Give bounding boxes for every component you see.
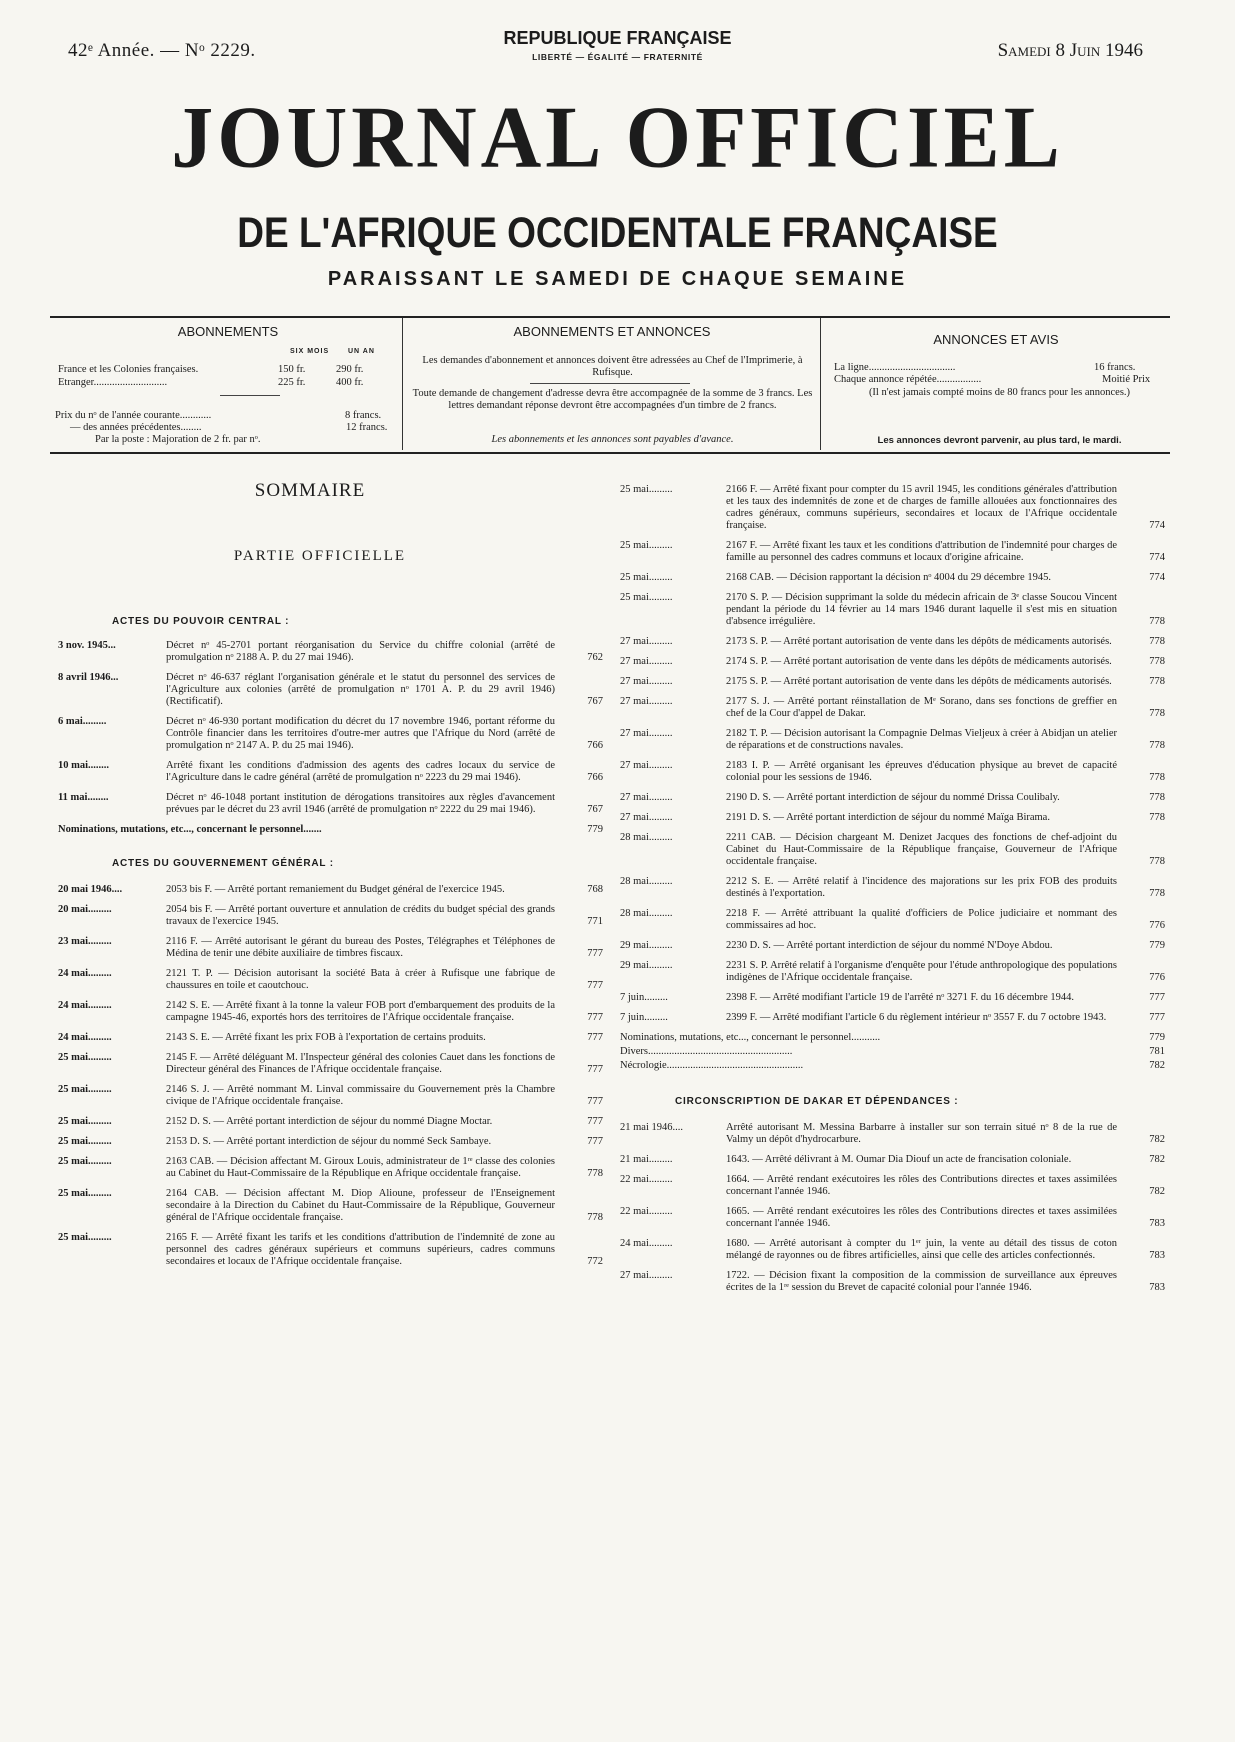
entry-date: 22 mai......... bbox=[620, 1174, 673, 1185]
entry-page: 778 bbox=[1149, 616, 1165, 627]
entry-page: 768 bbox=[587, 884, 603, 895]
entry-page: 778 bbox=[587, 1168, 603, 1179]
entry-date: 27 mai......... bbox=[620, 812, 673, 823]
entry-date: 25 mai......... bbox=[58, 1156, 112, 1167]
entry-date: 20 mai 1946.... bbox=[58, 884, 123, 895]
price-value: 12 francs. bbox=[346, 422, 388, 433]
entry-date: 8 avril 1946... bbox=[58, 672, 119, 683]
tariff-label: Etranger............................ bbox=[58, 377, 168, 388]
entry-date: 28 mai......... bbox=[620, 908, 673, 919]
entry-page: 783 bbox=[1149, 1282, 1165, 1293]
rate-label: Chaque annonce répétée................. bbox=[834, 374, 982, 385]
column-divider bbox=[820, 318, 821, 450]
line-label: Nominations, mutations, etc..., concernant le personnel....... bbox=[58, 824, 322, 835]
change-notice: Toute demande de changement d'adresse devra être accompagnée de la somme de 3 francs. Les lettres demandant réponse devront être accompagnées d'un timbre de 2 francs. bbox=[412, 388, 813, 412]
entry-date: 10 mai........ bbox=[58, 760, 110, 771]
entry-page: 778 bbox=[1149, 676, 1165, 687]
rate-value: Moitié Prix bbox=[1102, 374, 1151, 385]
page-header bbox=[0, 24, 1235, 84]
publication-frequency: PARAISSANT LE SAMEDI DE CHAQUE SEMAINE bbox=[327, 268, 908, 290]
entry-date: 28 mai......... bbox=[620, 832, 673, 843]
entry-date: 27 mai......... bbox=[620, 760, 673, 771]
bottom-rule bbox=[50, 452, 1170, 454]
entry-page: 771 bbox=[587, 916, 603, 927]
entry-date: 29 mai......... bbox=[620, 940, 673, 951]
entry-page: 778 bbox=[1149, 856, 1165, 867]
entry-date: 25 mai......... bbox=[620, 484, 673, 495]
rate-label: La ligne................................. bbox=[834, 362, 956, 373]
entry-page: 777 bbox=[587, 1064, 603, 1075]
entry-page: 767 bbox=[587, 804, 603, 815]
issue-number: 42ᵉ Année. — Nᵒ 2229. bbox=[68, 40, 256, 61]
entry-text: 2053 bis F. — Arrêté portant remaniement du Budget général de l'exercice 1945. bbox=[166, 884, 505, 895]
six-mois-header: SIX MOIS bbox=[290, 348, 330, 355]
entry-text: 2121 T. P. — Décision autorisant la société Bata à créer à Rufisque une fabrique de chaussures en toile et caoutchouc. bbox=[166, 968, 555, 991]
entry-date: 25 mai......... bbox=[58, 1232, 112, 1243]
rate-row bbox=[834, 362, 1164, 374]
entry-text: 2145 F. — Arrêté déléguant M. l'Inspecteur général des colonies Cauet dans les fonctions de Directeur général des Finances de l'Afrique occidentale française. bbox=[166, 1052, 555, 1075]
abonnement-row bbox=[58, 377, 398, 389]
entry-text: 2146 S. J. — Arrêté nommant M. Linval commissaire du Gouvernement près la Chambre civique de l'Afrique occidentale française. bbox=[166, 1084, 555, 1107]
line-page: 782 bbox=[1149, 1060, 1165, 1071]
price-label: — des années précédentes........ bbox=[70, 422, 202, 433]
entry-text: 2211 CAB. — Décision chargeant M. Denizet Jacques des fonctions de chef-adjoint du Cabinet du Haut-Commissaire de la République française, Gouverneur de l'Afrique occidentale française. bbox=[726, 832, 1117, 867]
entry-page: 766 bbox=[587, 740, 603, 751]
deadline-note: Les annonces devront parvenir, au plus tard, le mardi. bbox=[877, 435, 1122, 446]
entry-date: 7 juin......... bbox=[620, 992, 668, 1003]
entry-text: 2398 F. — Arrêté modifiant l'article 19 de l'arrêté nᵒ 3271 F. du 16 décembre 1944. bbox=[726, 992, 1075, 1003]
section-heading: CIRCONSCRIPTION DE DAKAR ET DÉPENDANCES : bbox=[675, 1096, 959, 1107]
index-line bbox=[58, 824, 603, 836]
entry-date: 6 mai......... bbox=[58, 716, 107, 727]
postage-note: Par la poste : Majoration de 2 fr. par nᵒ. bbox=[95, 434, 261, 445]
rate-value: 16 francs. bbox=[1094, 362, 1136, 373]
entry-page: 783 bbox=[1149, 1218, 1165, 1229]
entry-text: 2168 CAB. — Décision rapportant la décision nᵒ 4004 du 29 décembre 1945. bbox=[726, 572, 1051, 583]
entry-page: 777 bbox=[1149, 992, 1165, 1003]
line-page: 779 bbox=[1149, 1032, 1165, 1043]
un-an-header: UN AN bbox=[348, 348, 375, 355]
republic-motto: LIBERTÉ — ÉGALITÉ — FRATERNITÉ bbox=[532, 52, 703, 62]
entry-page: 777 bbox=[587, 980, 603, 991]
entry-date: 25 mai......... bbox=[58, 1052, 112, 1063]
entry-page: 774 bbox=[1149, 552, 1165, 563]
entry-text: Arrêté fixant les conditions d'admission des agents des cadres locaux du service de l'Agriculture dans le cadre général (arrêté de promulgation nᵒ 2223 du 29 mai 1946). bbox=[166, 760, 555, 783]
entry-date: 3 nov. 1945... bbox=[58, 640, 116, 651]
entry-text: 2183 I. P. — Arrêté organisant les épreuves d'éducation physique au brevet de capacité colonial pour les sessions de 1946. bbox=[726, 760, 1117, 783]
partie-officielle-title: PARTIE OFFICIELLE bbox=[233, 548, 407, 564]
entry-date: 22 mai......... bbox=[620, 1206, 673, 1217]
abonnements-title: ABONNEMENTS bbox=[177, 324, 279, 339]
entry-page: 779 bbox=[1149, 940, 1165, 951]
entry-page: 777 bbox=[587, 1012, 603, 1023]
entry-page: 774 bbox=[1149, 520, 1165, 531]
entry-text: 1664. — Arrêté rendant exécutoires les rôles des Contributions directes et taxes assimilées concernant l'année 1946. bbox=[726, 1174, 1117, 1197]
entry-page: 783 bbox=[1149, 1250, 1165, 1261]
price-row bbox=[55, 410, 395, 422]
entry-date: 24 mai......... bbox=[58, 968, 112, 979]
masthead-title: JOURNAL OFFICIEL bbox=[171, 88, 1064, 187]
entry-text: 2165 F. — Arrêté fixant les tarifs et les conditions d'attribution de l'indemnité de zone au personnel des cadres généraux supérieurs et communs supérieurs, cadres communs secondaires et locaux de l'Afrique occidentale française. bbox=[166, 1232, 555, 1267]
entry-date: 25 mai......... bbox=[58, 1136, 112, 1147]
entry-page: 778 bbox=[587, 1212, 603, 1223]
entry-text: 2231 S. P. Arrêté relatif à l'organisme d'enquête pour l'étude anthropologique des populations indigènes de l'Afrique occidentale française. bbox=[726, 960, 1117, 983]
entry-text: 2399 F. — Arrêté modifiant l'article 6 du règlement intérieur nᵒ 3557 F. du 7 octobre 1943. bbox=[726, 1012, 1107, 1023]
abonnement-row bbox=[58, 364, 398, 376]
entry-text: Décret nᵒ 46-1048 portant institution de dérogations transitoires aux règles d'avancement prévues par le décret du 23 avril 1946 (arrêté de promulgation nᵒ 2222 du 29 mai 1946). bbox=[166, 792, 555, 815]
entry-page: 778 bbox=[1149, 656, 1165, 667]
price-row bbox=[70, 422, 395, 434]
entry-page: 778 bbox=[1149, 888, 1165, 899]
tariff-six: 150 fr. bbox=[278, 364, 306, 375]
entry-text: 2218 F. — Arrêté attribuant la qualité d'officiers de Police judiciaire et nommant des commissaires ad hoc. bbox=[726, 908, 1117, 931]
entry-text: 2175 S. P. — Arrêté portant autorisation de vente dans les dépôts de médicaments autorisés. bbox=[726, 676, 1112, 687]
line-label: Nominations, mutations, etc..., concernant le personnel........... bbox=[620, 1032, 881, 1043]
entry-date: 25 mai......... bbox=[58, 1084, 112, 1095]
sommaire-title: SOMMAIRE bbox=[254, 480, 366, 501]
tariff-label: France et les Colonies françaises. bbox=[58, 364, 199, 375]
entry-page: 767 bbox=[587, 696, 603, 707]
entry-text: 2142 S. E. — Arrêté fixant à la tonne la valeur FOB port d'embarquement des produits de la campagne 1945-46, exportés hors des territoires de l'Afrique occidentale française. bbox=[166, 1000, 555, 1023]
entry-date: 11 mai........ bbox=[58, 792, 109, 803]
entry-date: 27 mai......... bbox=[620, 676, 673, 687]
entry-date: 25 mai......... bbox=[620, 592, 673, 603]
minimum-note: (Il n'est jamais compté moins de 80 francs pour les annonces.) bbox=[868, 387, 1131, 398]
entry-date: 21 mai 1946.... bbox=[620, 1122, 683, 1133]
entry-text: 2152 D. S. — Arrêté portant interdiction de séjour du nommé Diagne Moctar. bbox=[166, 1116, 493, 1127]
index-line bbox=[620, 1060, 1165, 1072]
entry-date: 7 juin......... bbox=[620, 1012, 668, 1023]
price-value: 8 francs. bbox=[345, 410, 382, 421]
entry-text: 2182 T. P. — Décision autorisant la Compagnie Delmas Vieljeux à créer à Abidjan un atelier de réparations et de constructions navales. bbox=[726, 728, 1117, 751]
index-line bbox=[620, 1046, 1165, 1058]
entry-page: 776 bbox=[1149, 920, 1165, 931]
entry-text: 2170 S. P. — Décision supprimant la solde du médecin africain de 3ᵉ classe Soucou Vincent pendant la période du 14 février au 14 mars 1946 durant laquelle il s'est mis en situation d'absence irrégulière. bbox=[726, 592, 1117, 627]
price-label: Prix du nᵒ de l'année courante............ bbox=[55, 410, 212, 421]
entry-page: 782 bbox=[1149, 1186, 1165, 1197]
issue-date: Samedi 8 Juin 1946 bbox=[997, 40, 1143, 61]
entry-date: 24 mai......... bbox=[620, 1238, 673, 1249]
divider bbox=[530, 383, 690, 384]
entry-date: 25 mai......... bbox=[58, 1116, 112, 1127]
entry-date: 27 mai......... bbox=[620, 1270, 673, 1281]
entry-page: 778 bbox=[1149, 636, 1165, 647]
entry-date: 29 mai......... bbox=[620, 960, 673, 971]
tariff-six: 225 fr. bbox=[278, 377, 306, 388]
entry-text: 2230 D. S. — Arrêté portant interdiction de séjour du nommé N'Doye Abdou. bbox=[726, 940, 1053, 951]
entry-page: 782 bbox=[1149, 1134, 1165, 1145]
entry-date: 27 mai......... bbox=[620, 656, 673, 667]
line-page: 779 bbox=[587, 824, 603, 835]
entry-date: 25 mai......... bbox=[620, 540, 673, 551]
tariff-an: 290 fr. bbox=[336, 364, 364, 375]
rate-row bbox=[834, 374, 1164, 386]
abonnements-annonces-title: ABONNEMENTS ET ANNONCES bbox=[513, 324, 711, 339]
entry-text: 2164 CAB. — Décision affectant M. Diop Alioune, professeur de l'Enseignement secondaire à la Direction du Cabinet du Haut-Commissaire de la République, Gouverneur général de l'Afrique occidentale française. bbox=[166, 1188, 555, 1223]
entry-page: 762 bbox=[587, 652, 603, 663]
republic-title: REPUBLIQUE FRANÇAISE bbox=[503, 28, 732, 48]
entry-page: 778 bbox=[1149, 740, 1165, 751]
entry-date: 24 mai......... bbox=[58, 1032, 112, 1043]
entry-text: 2163 CAB. — Décision affectant M. Giroux Louis, administrateur de 1ʳᵉ classe des colonies au Cabinet du Haut-Commissaire de la République en Afrique occidentale française. bbox=[166, 1156, 555, 1179]
entry-page: 778 bbox=[1149, 708, 1165, 719]
entry-text: 2166 F. — Arrêté fixant pour compter du 15 avril 1945, les conditions générales d'attribution et les taux des indemnités de zone et de charges de famille allouées aux fonctionnaires des cadres généraux, communs supérieurs, secondaires et locaux de l'Afrique occidentale française. bbox=[726, 484, 1117, 531]
line-label: Nécrologie.................................................... bbox=[620, 1060, 804, 1071]
entry-text: Décret nᵒ 46-637 réglant l'organisation générale et le statut du personnel des services de l'Agriculture aux colonies (arrêté de promulgation nᵒ 1701 A. P. du 29 avril 1946) (Rectificatif). bbox=[166, 672, 555, 707]
entry-text: Décret nᵒ 46-930 portant modification du décret du 17 novembre 1946, portant réforme du Contrôle financier dans les territoires d'outre-mer autres que l'Afrique du Nord (arrêté de promulgation nᵒ 2147 A. P. du 25 mai 1946). bbox=[166, 716, 555, 751]
entry-page: 777 bbox=[587, 948, 603, 959]
entry-date: 24 mai......... bbox=[58, 1000, 112, 1011]
entry-text: 2153 D. S. — Arrêté portant interdiction de séjour du nommé Seck Sambaye. bbox=[166, 1136, 492, 1147]
line-page: 781 bbox=[1149, 1046, 1165, 1057]
masthead-subtitle: DE L'AFRIQUE OCCIDENTALE FRANÇAISE bbox=[237, 208, 998, 256]
entry-date: 27 mai......... bbox=[620, 696, 673, 707]
entry-date: 28 mai......... bbox=[620, 876, 673, 887]
entry-date: 23 mai......... bbox=[58, 936, 112, 947]
entry-page: 774 bbox=[1149, 572, 1165, 583]
entry-text: 1680. — Arrêté autorisant à compter du 1ᵉʳ juin, la vente au détail des tissus de coton mélangé de rayonnes ou de fibres artificielles, ainsi que celle des articles confectionnés. bbox=[726, 1238, 1117, 1261]
entry-text: 2190 D. S. — Arrêté portant interdiction de séjour du nommé Drissa Coulibaly. bbox=[726, 792, 1060, 803]
entry-page: 777 bbox=[587, 1032, 603, 1043]
annonces-avis-title: ANNONCES ET AVIS bbox=[933, 332, 1059, 347]
entry-text: 2212 S. E. — Arrêté relatif à l'incidence des majorations sur les prix FOB des produits destinés à l'exportation. bbox=[726, 876, 1117, 899]
entry-text: Décret nᵒ 45-2701 portant réorganisation du Service du chiffre colonial (arrêté de promulgation nᵒ 2188 A. P. du 27 mai 1946). bbox=[166, 640, 555, 663]
index-line bbox=[620, 1032, 1165, 1044]
entry-text: 1643. — Arrêté délivrant à M. Oumar Dia Diouf un acte de francisation coloniale. bbox=[726, 1154, 1072, 1165]
section-heading: ACTES DU POUVOIR CENTRAL : bbox=[112, 616, 290, 627]
entry-date: 27 mai......... bbox=[620, 636, 673, 647]
entry-page: 766 bbox=[587, 772, 603, 783]
entry-text: 2191 D. S. — Arrêté portant interdiction de séjour du nommé Maïga Birama. bbox=[726, 812, 1050, 823]
entry-text: 1665. — Arrêté rendant exécutoires les rôles des Contributions directes et taxes assimilées concernant l'année 1946. bbox=[726, 1206, 1117, 1229]
divider bbox=[220, 395, 280, 396]
entry-date: 25 mai......... bbox=[58, 1188, 112, 1199]
entry-text: 2116 F. — Arrêté autorisant le gérant du bureau des Postes, Télégraphes et Téléphones de Médina de tenir une débite auxiliaire de timbres fiscaux. bbox=[166, 936, 555, 959]
address-notice: Les demandes d'abonnement et annonces doivent être adressées au Chef de l'Imprimerie, à Rufisque. bbox=[422, 355, 803, 379]
entry-page: 777 bbox=[1149, 1012, 1165, 1023]
entry-date: 20 mai......... bbox=[58, 904, 112, 915]
entry-page: 772 bbox=[587, 1256, 603, 1267]
column-divider bbox=[402, 318, 403, 450]
entry-page: 778 bbox=[1149, 812, 1165, 823]
entry-date: 21 mai......... bbox=[620, 1154, 673, 1165]
entry-text: 2174 S. P. — Arrêté portant autorisation de vente dans les dépôts de médicaments autorisés. bbox=[726, 656, 1112, 667]
entry-text: 2167 F. — Arrêté fixant les taux et les conditions d'attribution de l'indemnité pour charges de famille au personnel des cadres communs et locaux d'origine africaine. bbox=[726, 540, 1117, 563]
entry-page: 777 bbox=[587, 1096, 603, 1107]
entry-date: 27 mai......... bbox=[620, 728, 673, 739]
entry-page: 782 bbox=[1149, 1154, 1165, 1165]
tariff-an: 400 fr. bbox=[336, 377, 364, 388]
entry-page: 777 bbox=[587, 1116, 603, 1127]
entry-text: 2054 bis F. — Arrêté portant ouverture et annulation de crédits du budget spécial des grands travaux de l'exercice 1945. bbox=[166, 904, 555, 927]
entry-text: Arrêté autorisant M. Messina Barbarre à installer sur son terrain situé nᵒ 8 de la rue de Valmy un dépôt d'hydrocarbure. bbox=[726, 1122, 1117, 1145]
entry-text: 2177 S. J. — Arrêté portant réinstallation de Mᵉ Sorano, dans ses fonctions de greffier en chef de la Cour d'appel de Dakar. bbox=[726, 696, 1117, 719]
entry-page: 776 bbox=[1149, 972, 1165, 983]
entry-page: 778 bbox=[1149, 772, 1165, 783]
payment-notice: Les abonnements et les annonces sont payables d'avance. bbox=[491, 434, 734, 445]
top-rule bbox=[50, 316, 1170, 318]
entry-page: 778 bbox=[1149, 792, 1165, 803]
entry-text: 2173 S. P. — Arrêté portant autorisation de vente dans les dépôts de médicaments autorisés. bbox=[726, 636, 1112, 647]
entry-text: 1722. — Décision fixant la composition de la commission de surveillance aux épreuves écrites de la 1ʳᵉ session du Brevet de capacité colonial pour l'année 1946. bbox=[726, 1270, 1117, 1293]
entry-date: 25 mai......... bbox=[620, 572, 673, 583]
entry-page: 777 bbox=[587, 1136, 603, 1147]
line-label: Divers....................................................... bbox=[620, 1046, 793, 1057]
entry-text: 2143 S. E. — Arrêté fixant les prix FOB à l'exportation de certains produits. bbox=[166, 1032, 486, 1043]
section-heading: ACTES DU GOUVERNEMENT GÉNÉRAL : bbox=[112, 858, 334, 869]
entry-date: 27 mai......... bbox=[620, 792, 673, 803]
